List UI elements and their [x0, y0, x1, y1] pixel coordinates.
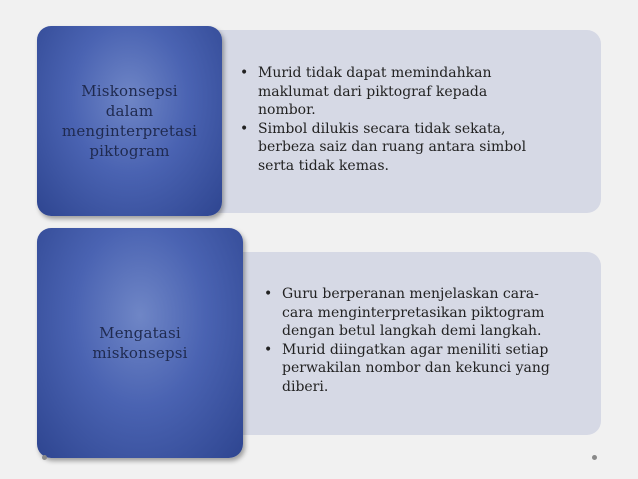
label-miskonsepsi: Miskonsepsi dalam menginterpretasi piktogram	[61, 82, 198, 160]
label-box-miskonsepsi	[37, 26, 222, 216]
bullet-item: • Murid tidak dapat memindahkan maklumat dari piktograf kepada nombor.	[240, 65, 492, 118]
bullet-dot: •	[240, 120, 249, 137]
bullet-dot: •	[264, 341, 273, 358]
corner-dot-right	[592, 455, 597, 460]
bullet-item: • Guru berperanan menjelaskan cara- cara menginterpretasikan piktogram dengan betul langkah demi langkah.	[264, 286, 545, 339]
bullet-item: • Simbol dilukis secara tidak sekata, berbeza saiz dan ruang antara simbol serta tidak kemas.	[240, 120, 527, 174]
bullet-list-2	[264, 285, 599, 396]
label-box-mengatasi	[37, 228, 243, 458]
corner-dot-left	[42, 455, 47, 460]
label-mengatasi: Mengatasi miskonsepsi	[92, 324, 188, 362]
bullet-dot: •	[240, 65, 249, 81]
bullet-item: • Murid diingatkan agar meniliti setiap perwakilan nombor dan kekunci yang diberi.	[264, 341, 550, 395]
bullet-dot: •	[264, 286, 273, 302]
bullet-list-1	[240, 64, 595, 175]
